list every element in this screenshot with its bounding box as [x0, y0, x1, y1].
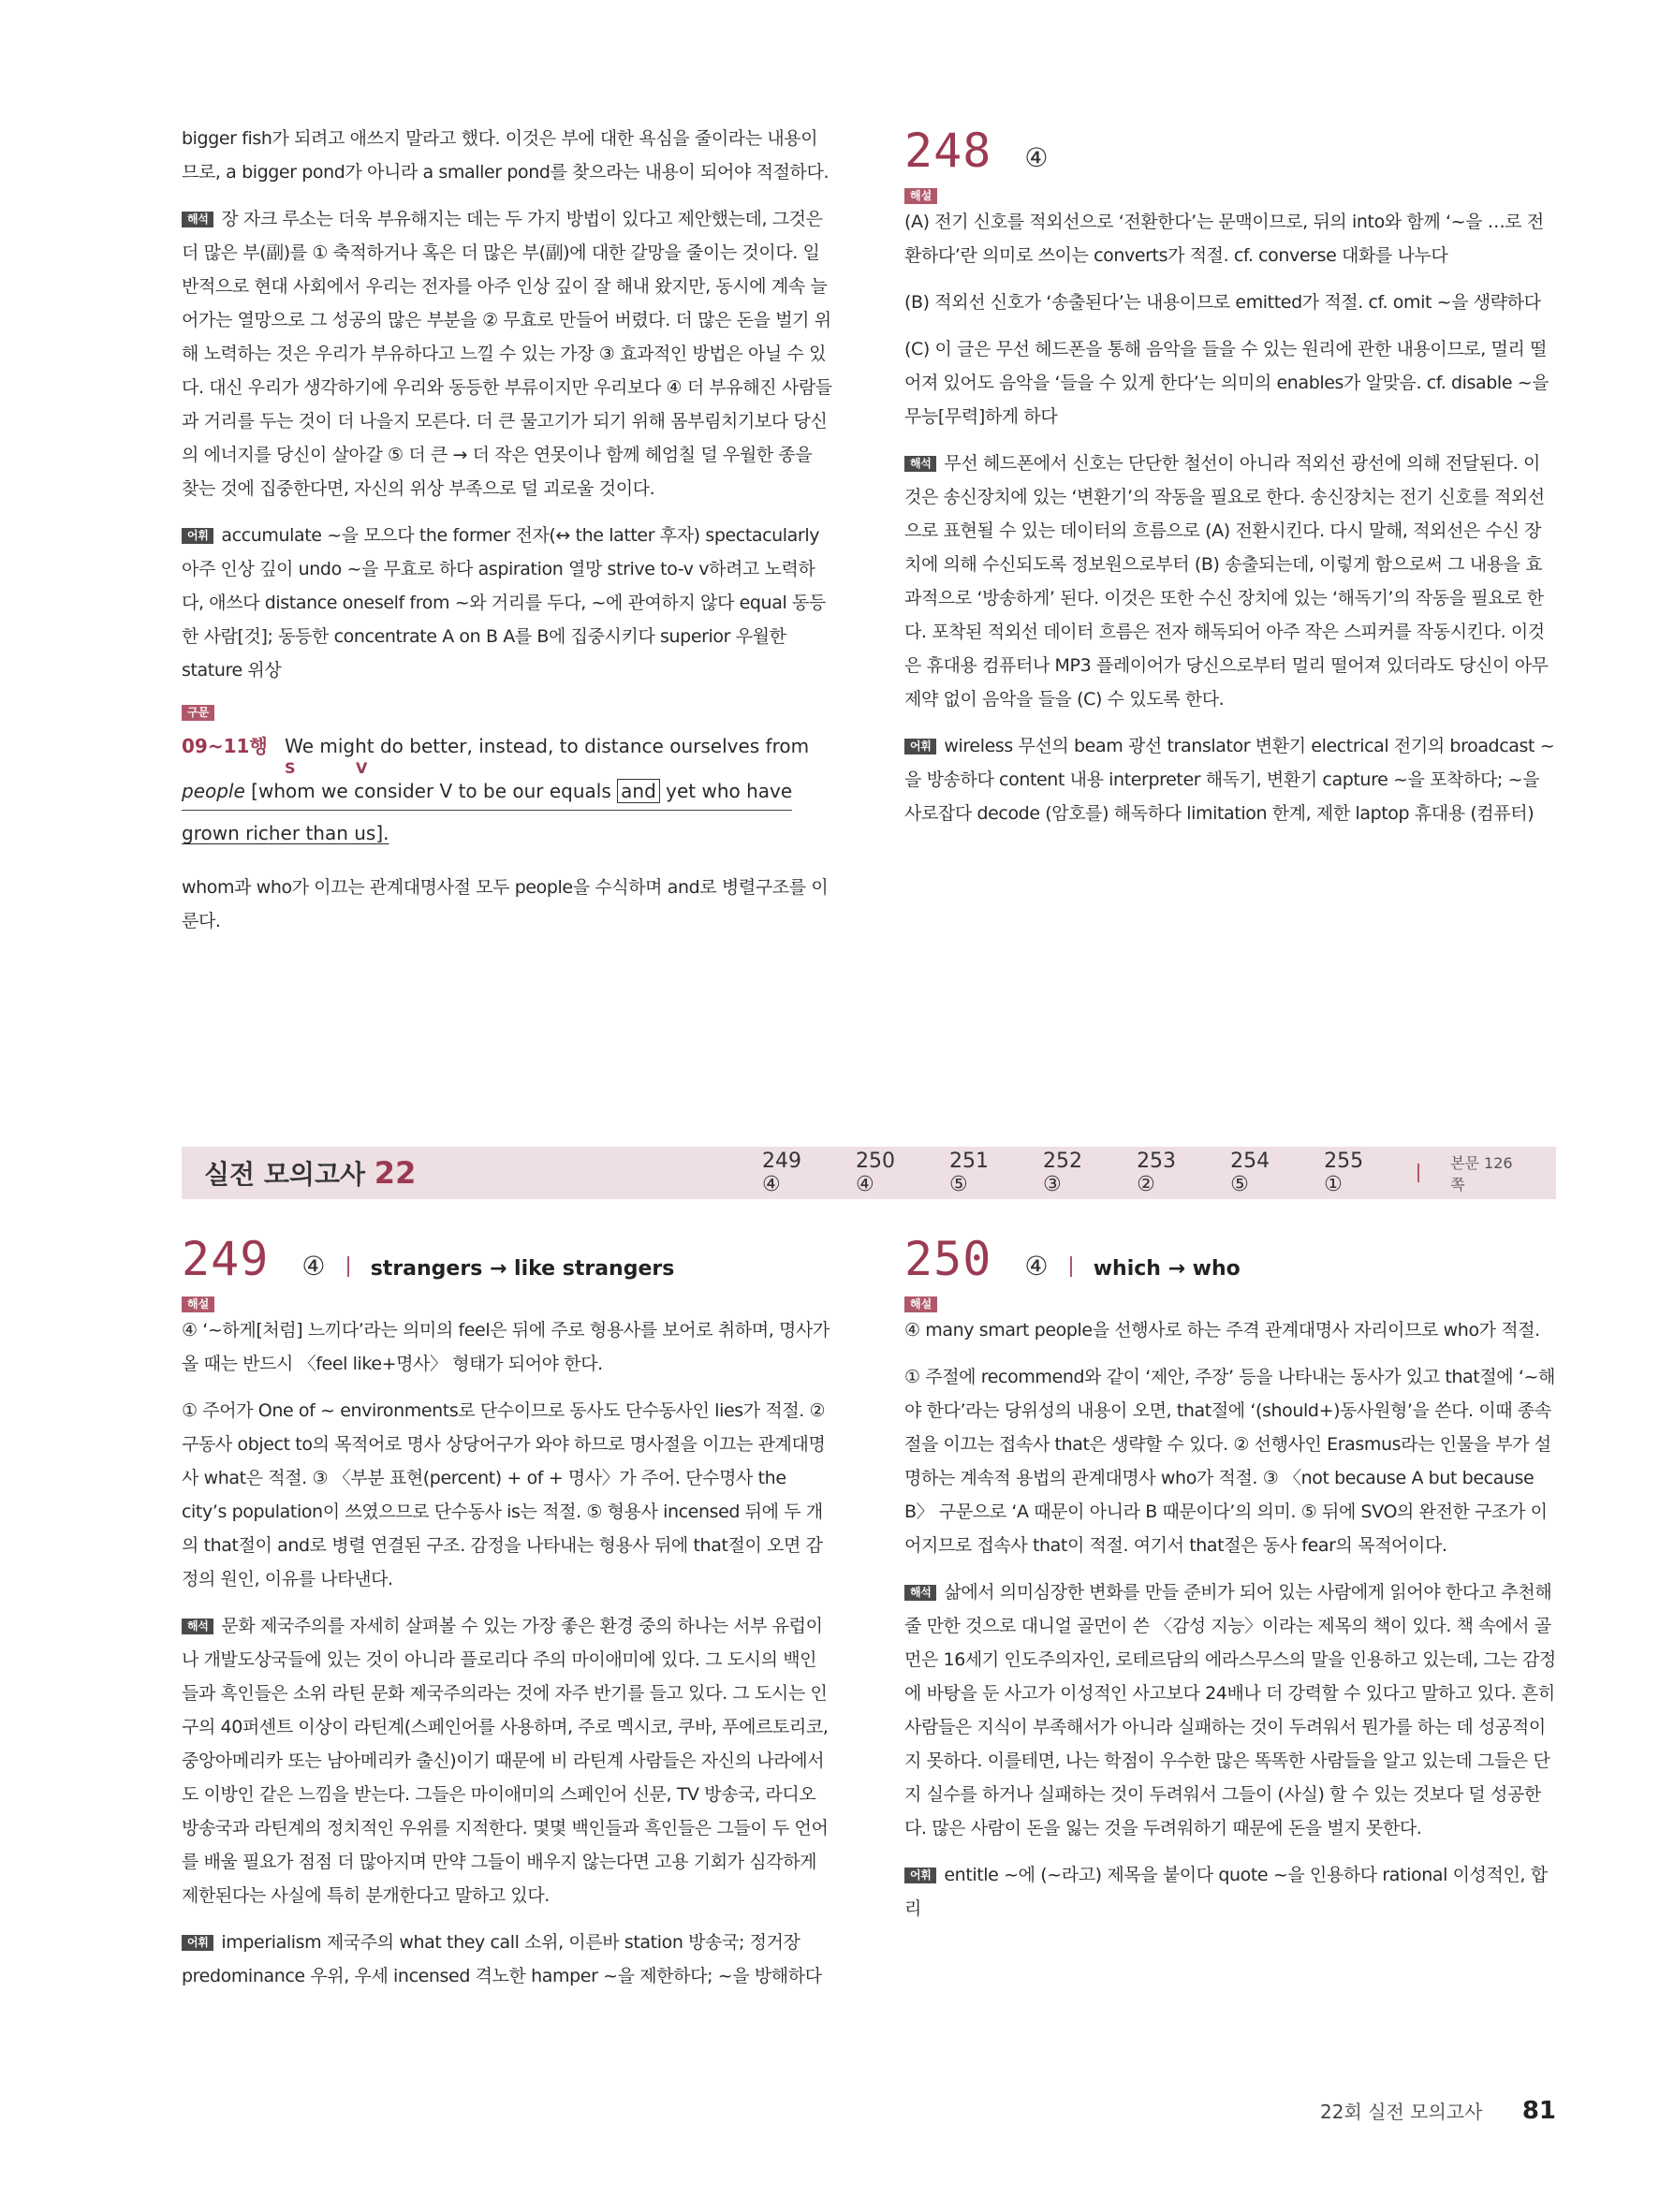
- q249-explanation-tag: 해설: [182, 1296, 214, 1312]
- q249-answer: ④: [301, 1251, 326, 1282]
- page-footer: [1320, 2097, 1556, 2125]
- q249-header: [182, 1226, 833, 1292]
- q250-separator: [1070, 1256, 1072, 1277]
- grammar-antecedent: people: [182, 780, 245, 802]
- band-answer: 252 ③: [1043, 1150, 1083, 1196]
- q248-explanation-tag: 해설: [904, 188, 937, 204]
- grammar-line-3: [182, 814, 833, 852]
- q248-translation-tag: 해석: [904, 456, 936, 472]
- q248-vocab: wireless 무선의 beam 광선 translator 변환기 electrical 전기의 broadcast ~을 방송하다 content 내용 interpreter 해독기, 변환기 capture ~을 포착하다; ~을 사로잡다 decode (암호를) 해독하다 limitation 한계, 제한 laptop 휴대용 (컴퓨터): [904, 736, 1555, 824]
- grammar-sentence-1: We might do better, instead, to distance ourselves from: [285, 735, 810, 757]
- vocab-text: accumulate ~을 모으다 the former 전자(↔ the latter 후자) spectacularly 아주 인상 깊이 undo ~을 무효로 하다 aspiration 열망 strive to-v v하려고 노력하다, 애쓰다 distance oneself from ~와 거리를 두다, ~에 관여하지 않다 equal 동등한 사람[것]; 동등한 concentrate A on B A를 B에 집중시키다 superior 우월한 stature 위상: [182, 525, 826, 681]
- q249-correction: strangers → like strangers: [370, 1257, 675, 1281]
- grammar-tag: 구문: [182, 705, 214, 721]
- q250-translation-tag: 해석: [904, 1585, 936, 1601]
- q249-vocab-tag: 어휘: [182, 1935, 213, 1951]
- q249-exp-1: ④ ‘~하게[처럼] 느끼다’라는 의미의 feel은 뒤에 주로 형용사를 보어로 취하며, 명사가 올 때는 반드시 〈feel like+명사〉 형태가 되어야 한다.: [182, 1320, 830, 1374]
- grammar-note: whom과 who가 이끄는 관계대명사절 모두 people을 수식하며 and로 병렬구조를 이룬다.: [182, 877, 829, 931]
- band-answer: 253 ②: [1137, 1150, 1177, 1196]
- q248-translation: 무선 헤드폰에서 신호는 단단한 철선이 아니라 적외선 광선에 의해 전달된다. 이것은 송신장치에 있는 ‘변환기’의 작동을 필요로 한다. 송신장치는 전기 신호를 적외선으로 표현될 수 있는 데이터의 흐름으로 (A) 전환시킨다. 다시 말해, 적외선은 수신 장치에 의해 수신되도록 정보원으로부터 (B) 송출되는데, 이렇게 함으로써 그 내용을 효과적으로 ‘방송하게’ 된다. 이것은 또한 수신 장치에 있는 ‘해독기’의 작동을 필요로 한다. 포착된 적외선 데이터 흐름은 전자 해독되어 아주 작은 스피커를 작동시킨다. 이것은 휴대용 컴퓨터나 MP3 플레이어가 당신으로부터 멀리 떨어져 있더라도 당신이 아무 제약 없이 음악을 들을 (C) 수 있도록 한다.: [904, 453, 1549, 710]
- q250-header: [904, 1226, 1556, 1292]
- q250-vocab-tag: 어휘: [904, 1868, 936, 1883]
- q249-separator: [347, 1256, 349, 1277]
- band-test-number: 22: [374, 1155, 417, 1191]
- grammar-subject-mark: S: [285, 759, 296, 777]
- q249-translation: 문화 제국주의를 자세히 살펴볼 수 있는 가장 좋은 환경 중의 하나는 서부 유럽이나 개발도상국들에 있는 것이 아니라 플로리다 주의 마이애미에 있다. 그 도시의 백인들과 흑인들은 소위 라틴 문화 제국주의라는 것에 자주 반기를 들고 있다. 그 도시는 인구의 40퍼센트 이상이 라틴계(스페인어를 사용하며, 주로 멕시코, 쿠바, 푸에르토리코, 중앙아메리카 또는 남아메리카 출신)이기 때문에 비 라틴계 사람들은 자신의 나라에서도 이방인 같은 느낌을 받는다. 그들은 마이애미의 스페인어 신문, TV 방송국, 라디오 방송국과 라틴계의 정치적인 우위를 지적한다. 몇몇 백인들과 흑인들은 그들이 두 언어를 배울 필요가 점점 더 많아지며 만약 그들이 배우지 않는다면 고용 기회가 심각하게 제한된다는 사실에 특히 분개한다고 말하고 있다.: [182, 1616, 829, 1906]
- grammar-line-1: [182, 727, 833, 777]
- grammar-line-2: [182, 772, 792, 811]
- band-title-text: 실전 모의고사: [204, 1159, 366, 1190]
- band-divider: [1417, 1164, 1419, 1182]
- q248-exp-a: (A) 전기 신호를 적외선으로 ‘전환한다’는 문맥이므로, 뒤의 into와 함께 ‘~을 …로 전환하다’란 의미로 쓰이는 converts가 적절. cf. converse 대화를 나누다: [904, 212, 1544, 266]
- q249-number: 249: [182, 1232, 270, 1286]
- q250-exp-2: ① 주절에 recommend와 같이 ‘제안, 주장’ 등을 나타내는 동사가 있고 that절에 ‘~해야 한다’라는 당위성의 내용이 오면, that절에 ‘(should+)동사원형’을 쓴다. 이때 종속절을 이끄는 접속사 that은 생략할 수 있다. ② 선행사인 Erasmus라는 인물을 부가 설명하는 계속적 용법의 관계대명사 who가 적절. ③ 〈not because A but because B〉 구문으로 ‘A 때문이 아니라 B 때문이다’의 의미. ⑤ 뒤에 SVO의 완전한 구조가 이어지므로 접속사 that이 적절. 여기서 that절은 동사 fear의 목적어이다.: [904, 1367, 1555, 1556]
- band-answer: 254 ⑤: [1230, 1150, 1270, 1196]
- grammar-sentence-3: grown richer than us].: [182, 822, 389, 844]
- top-left-column: [182, 122, 833, 951]
- grammar-clause: [whom we consider V to be our equals: [251, 780, 611, 802]
- page-number: 81: [1521, 2097, 1556, 2125]
- band-answers: [762, 1147, 1556, 1199]
- grammar-verb-mark: V: [356, 759, 368, 777]
- q249-translation-tag: 해석: [182, 1619, 213, 1634]
- band-answer: 255 ①: [1324, 1150, 1364, 1196]
- q248-answer: ④: [1024, 142, 1049, 173]
- q248-vocab-tag: 어휘: [904, 739, 936, 754]
- q250-vocab: entitle ~에 (~라고) 제목을 붙이다 quote ~을 인용하다 rational 이성적인, 합리: [904, 1865, 1548, 1919]
- q250-answer: ④: [1024, 1251, 1049, 1282]
- translation-tag: 해석: [182, 212, 213, 227]
- band-answer: 249 ④: [762, 1150, 801, 1196]
- q249-vocab: imperialism 제국주의 what they call 소위, 이른바 station 방송국; 정거장 predominance 우위, 우세 incensed 격노한 hamper ~을 제한하다; ~을 방해하다: [182, 1932, 822, 1986]
- q250-number: 250: [904, 1232, 992, 1286]
- footer-title: 22회 실전 모의고사: [1320, 2101, 1483, 2123]
- q250-exp-1: ④ many smart people을 선행사로 하는 주격 관계대명사 자리이므로 who가 적절.: [904, 1320, 1540, 1340]
- q248-header: [904, 118, 1556, 183]
- q250-translation: 삶에서 의미심장한 변화를 만들 준비가 되어 있는 사람에게 읽어야 한다고 추천해 줄 만한 것으로 대니얼 골먼이 쓴 〈감성 지능〉이라는 제목의 책이 있다. 책 속에서 골먼은 16세기 인도주의자인, 로테르담의 에라스무스의 말을 인용하고 있는데, 그는 감정에 바탕을 둔 사고가 이성적인 사고보다 24배나 더 강력할 수 있다고 말하고 있다. 흔히 사람들은 지식이 부족해서가 아니라 실패하는 것이 두려워서 뭔가를 하는 데 성공적이지 못하다. 이를테면, 나는 학점이 우수한 많은 똑똑한 사람들을 알고 있는데 그들은 단지 실수를 하거나 실패하는 것이 두려워서 그들이 (사실) 할 수 있는 것보다 덜 성공한다. 많은 사람이 돈을 잃는 것을 두려워하기 때문에 돈을 벌지 못한다.: [904, 1582, 1556, 1838]
- band-answer: 250 ④: [856, 1150, 896, 1196]
- para-continuation: bigger fish가 되려고 애쓰지 말라고 했다. 이것은 부에 대한 욕심을 줄이라는 내용이므로, a bigger pond가 아니라 a smaller pond를 찾으라는 내용이 되어야 적절하다.: [182, 128, 830, 183]
- test-answer-band: [182, 1147, 1556, 1199]
- grammar-and-box: and: [617, 779, 660, 803]
- translation-text: 장 자크 루소는 더욱 부유해지는 데는 두 가지 방법이 있다고 제안했는데, 그것은 더 많은 부(副)를 ① 축적하거나 혹은 더 많은 부(副)에 대한 갈망을 줄이는 것이다. 일반적으로 현대 사회에서 우리는 전자를 아주 인상 깊이 잘 해내 왔지만, 동시에 계속 늘어가는 열망으로 그 성공의 많은 부분을 ② 무효로 만들어 버렸다. 더 많은 돈을 벌기 위해 노력하는 것은 우리가 부유하다고 느낄 수 있는 가장 ③ 효과적인 방법은 아닐 수 있다. 대신 우리가 생각하기에 우리와 동등한 부류이지만 우리보다 ④ 더 부유해진 사람들과 거리를 두는 것이 더 나을지 모른다. 더 큰 물고기가 되기 위해 몸부림치기보다 당신의 에너지를 당신이 살아갈 ⑤ 더 큰 → 더 작은 연못이나 함께 헤엄칠 덜 우월한 종을 찾는 것에 집중한다면, 자신의 위상 부족으로 덜 괴로울 것이다.: [182, 209, 832, 499]
- band-title: [204, 1154, 416, 1192]
- grammar-clause-2: yet who have: [666, 780, 793, 802]
- q248-column: [904, 118, 1556, 843]
- vocab-tag: 어휘: [182, 528, 213, 544]
- q250-correction: which → who: [1093, 1257, 1241, 1281]
- grammar-ref: 09~11행: [182, 735, 268, 757]
- band-answer: 251 ⑤: [949, 1150, 990, 1196]
- q248-exp-c: (C) 이 글은 무선 헤드폰을 통해 음악을 들을 수 있는 원리에 관한 내용이므로, 멀리 떨어져 있어도 음악을 ‘들을 수 있게 한다’는 의미의 enables가 알맞음. cf. disable ~을 무능[무력]하게 하다: [904, 339, 1549, 427]
- q250-column: [904, 1226, 1556, 1939]
- q248-number: 248: [904, 124, 992, 178]
- band-page-ref: 본문 126쪽: [1450, 1154, 1513, 1194]
- q250-explanation-tag: 해설: [904, 1296, 937, 1312]
- q249-column: [182, 1226, 833, 2006]
- q248-exp-b: (B) 적외선 신호가 ‘송출된다’는 내용이므로 emitted가 적절. cf. omit ~을 생략하다: [904, 292, 1541, 313]
- q249-exp-2: ① 주어가 One of ~ environments로 단수이므로 동사도 단수동사인 lies가 적절. ② 구동사 object to의 목적어로 명사 상당어구가 와야 하므로 명사절을 이끄는 관계대명사 what은 적절. ③ 〈부분 표현(percent) + of + 명사〉가 주어. 단수명사 the city’s population이 쓰였으므로 단수동사 is는 적절. ⑤ 형용사 incensed 뒤에 두 개의 that절이 and로 병렬 연결된 구조. 감정을 나타내는 형용사 뒤에 that절이 오면 감정의 원인, 이유를 나타낸다.: [182, 1400, 826, 1589]
